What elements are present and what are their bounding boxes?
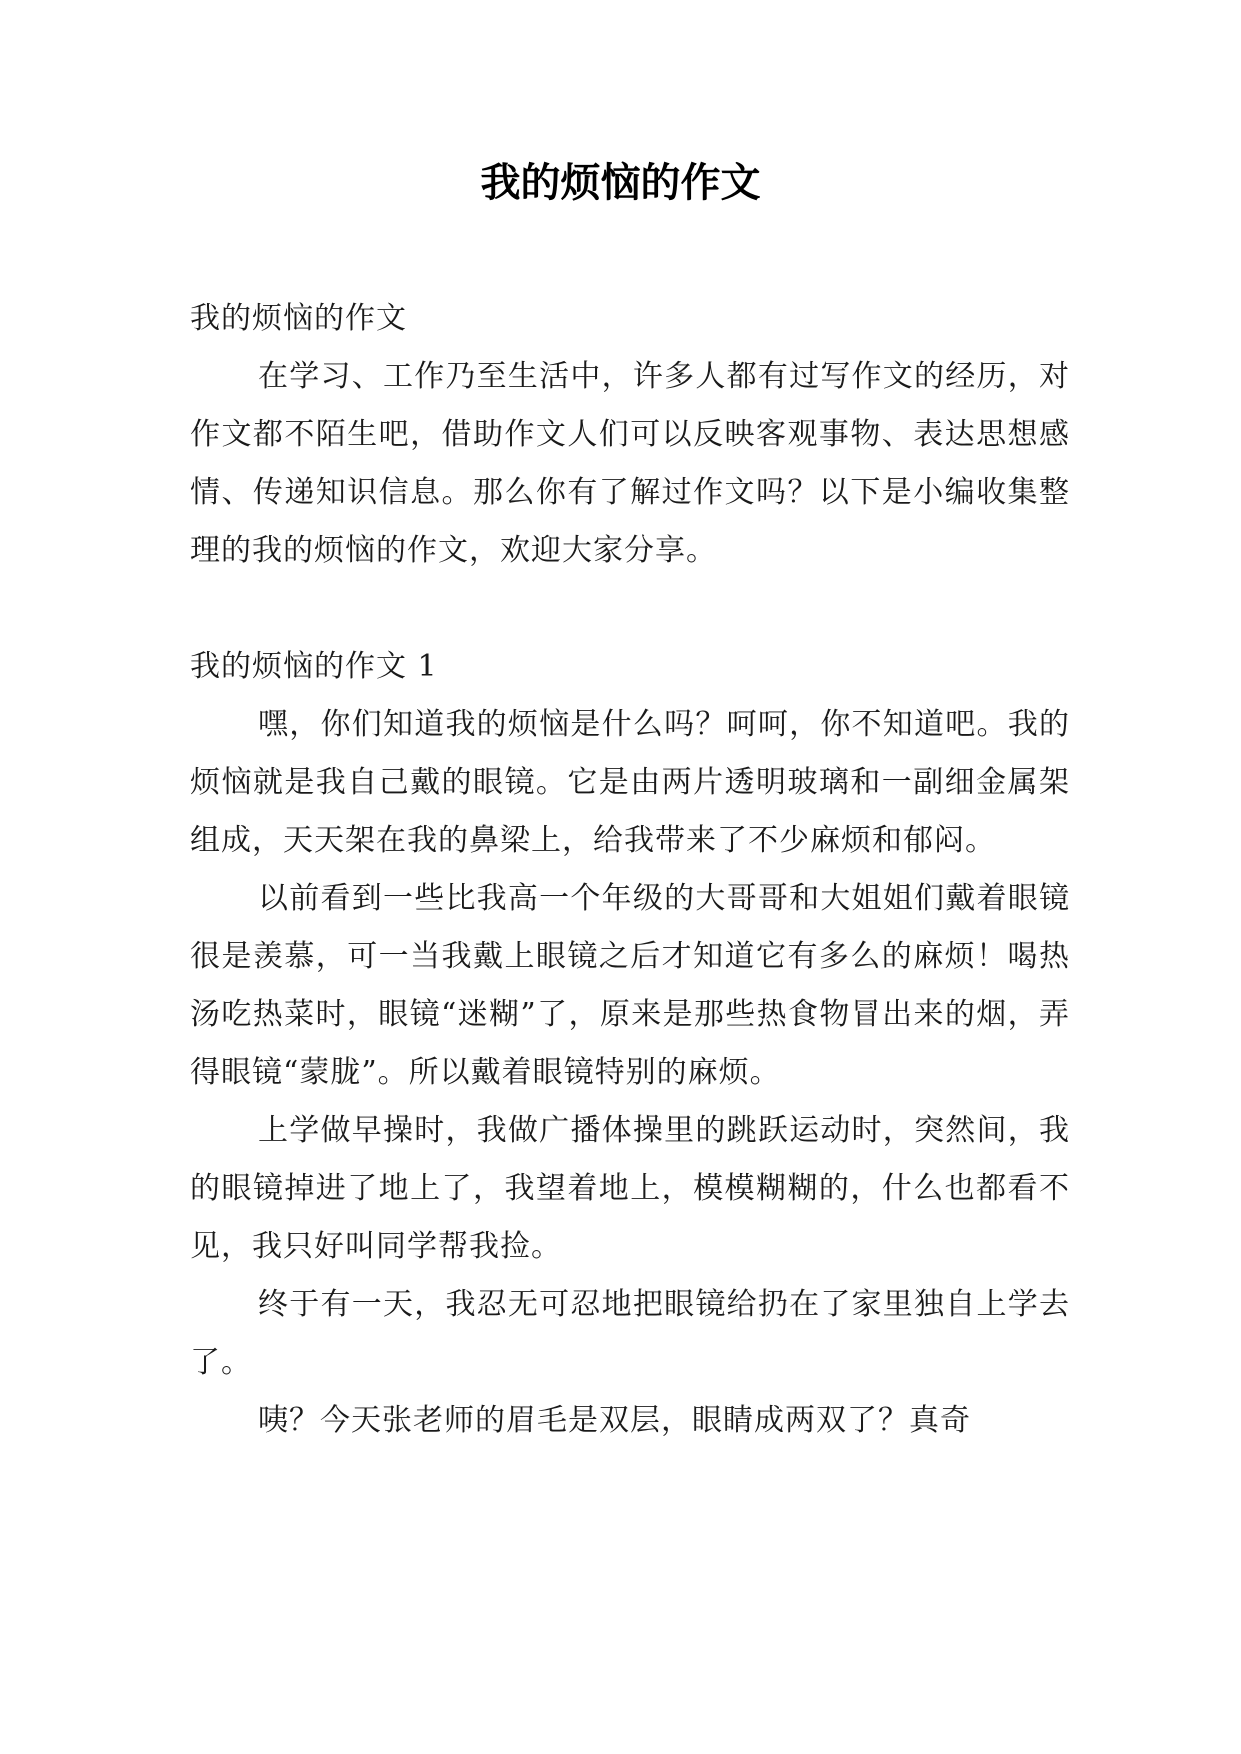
essay-heading: 我的烦恼的作文 1 [190, 649, 438, 684]
essay-paragraph: 咦？今天张老师的眉毛是双层，眼睛成两双了？真奇 [258, 1403, 971, 1438]
paragraph-gap [190, 580, 1070, 638]
essay-paragraph: 嘿，你们知道我的烦恼是什么吗？呵呵，你不知道吧。我的烦恼就是我自己戴的眼镜。它是由两片透明玻璃和一副细金属架组成，天天架在我的鼻梁上，给我带来了不少麻烦和郁闷。 [190, 707, 1070, 858]
intro-paragraph: 在学习、工作乃至生活中，许多人都有过写作文的经历，对作文都不陌生吧，借助作文人们可以反映客观事物、表达思想感情、传递知识信息。那么你有了解过作文吗？以下是小编收集整理的我的烦恼的作文，欢迎大家分享。 [190, 359, 1070, 568]
essay-paragraph: 以前看到一些比我高一个年级的大哥哥和大姐姐们戴着眼镜很是羡慕，可一当我戴上眼镜之后才知道它有多么的麻烦！喝热汤吃热菜时，眼镜“迷糊”了，原来是那些热食物冒出来的烟，弄得眼镜“蒙胧”。所以戴着眼镜特别的麻烦。 [190, 881, 1070, 1090]
document-title: 我的烦恼的作文 [480, 160, 761, 206]
essay-paragraph: 终于有一天，我忍无可忍地把眼镜给扔在了家里独自上学去了。 [190, 1287, 1070, 1380]
essay-paragraph: 上学做早操时，我做广播体操里的跳跃运动时，突然间，我的眼镜掉进了地上了，我望着地上，模模糊糊的，什么也都看不见，我只好叫同学帮我捡。 [190, 1113, 1070, 1264]
section-heading: 我的烦恼的作文 [190, 301, 407, 336]
document-body [190, 290, 1070, 1450]
